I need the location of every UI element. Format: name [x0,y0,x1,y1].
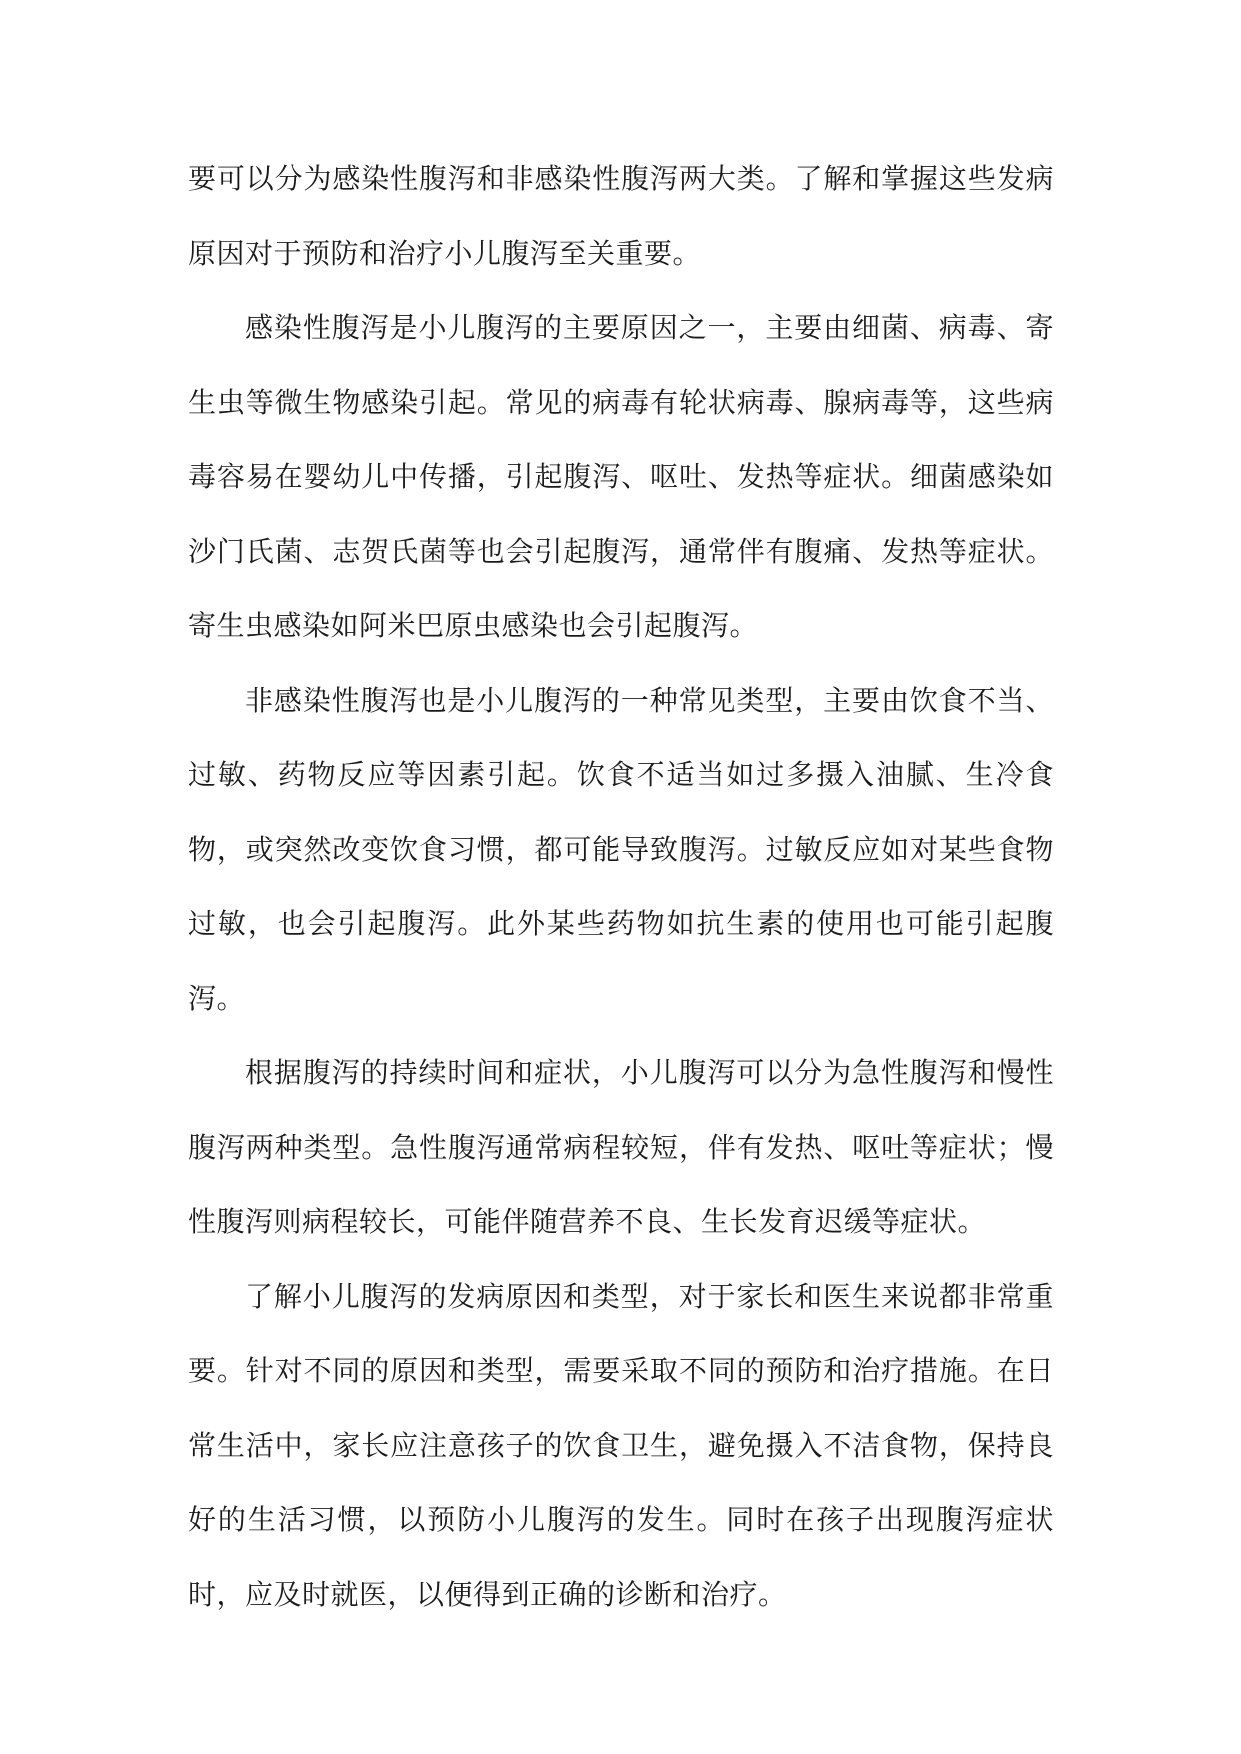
paragraph-1: 要可以分为感染性腹泻和非感染性腹泻两大类。了解和掌握这些发病原因对于预防和治疗小儿腹泻至关重要。 [188,162,1054,270]
document-body [188,142,1054,1632]
paragraph-2: 感染性腹泻是小儿腹泻的主要原因之一，主要由细菌、病毒、寄生虫等微生物感染引起。常见的病毒有轮状病毒、腺病毒等，这些病毒容易在婴幼儿中传播，引起腹泻、呕吐、发热等症状。细菌感染如沙门氏菌、志贺氏菌等也会引起腹泻，通常伴有腹痛、发热等症状。寄生虫感染如阿米巴原虫感染也会引起腹泻。 [188,311,1054,642]
paragraph-5: 了解小儿腹泻的发病原因和类型，对于家长和医生来说都非常重要。针对不同的原因和类型，需要采取不同的预防和治疗措施。在日常生活中，家长应注意孩子的饮食卫生，避免摄入不洁食物，保持良好的生活习惯，以预防小儿腹泻的发生。同时在孩子出现腹泻症状时，应及时就医，以便得到正确的诊断和治疗。 [188,1279,1054,1611]
paragraph-4: 根据腹泻的持续时间和症状，小儿腹泻可以分为急性腹泻和慢性腹泻两种类型。急性腹泻通常病程较短，伴有发热、呕吐等症状；慢性腹泻则病程较长，可能伴随营养不良、生长发育迟缓等症状。 [188,1056,1054,1238]
paragraph-3: 非感染性腹泻也是小儿腹泻的一种常见类型，主要由饮食不当、过敏、药物反应等因素引起。饮食不适当如过多摄入油腻、生冷食物，或突然改变饮食习惯，都可能导致腹泻。过敏反应如对某些食物过敏，也会引起腹泻。此外某些药物如抗生素的使用也可能引起腹泻。 [188,683,1054,1015]
